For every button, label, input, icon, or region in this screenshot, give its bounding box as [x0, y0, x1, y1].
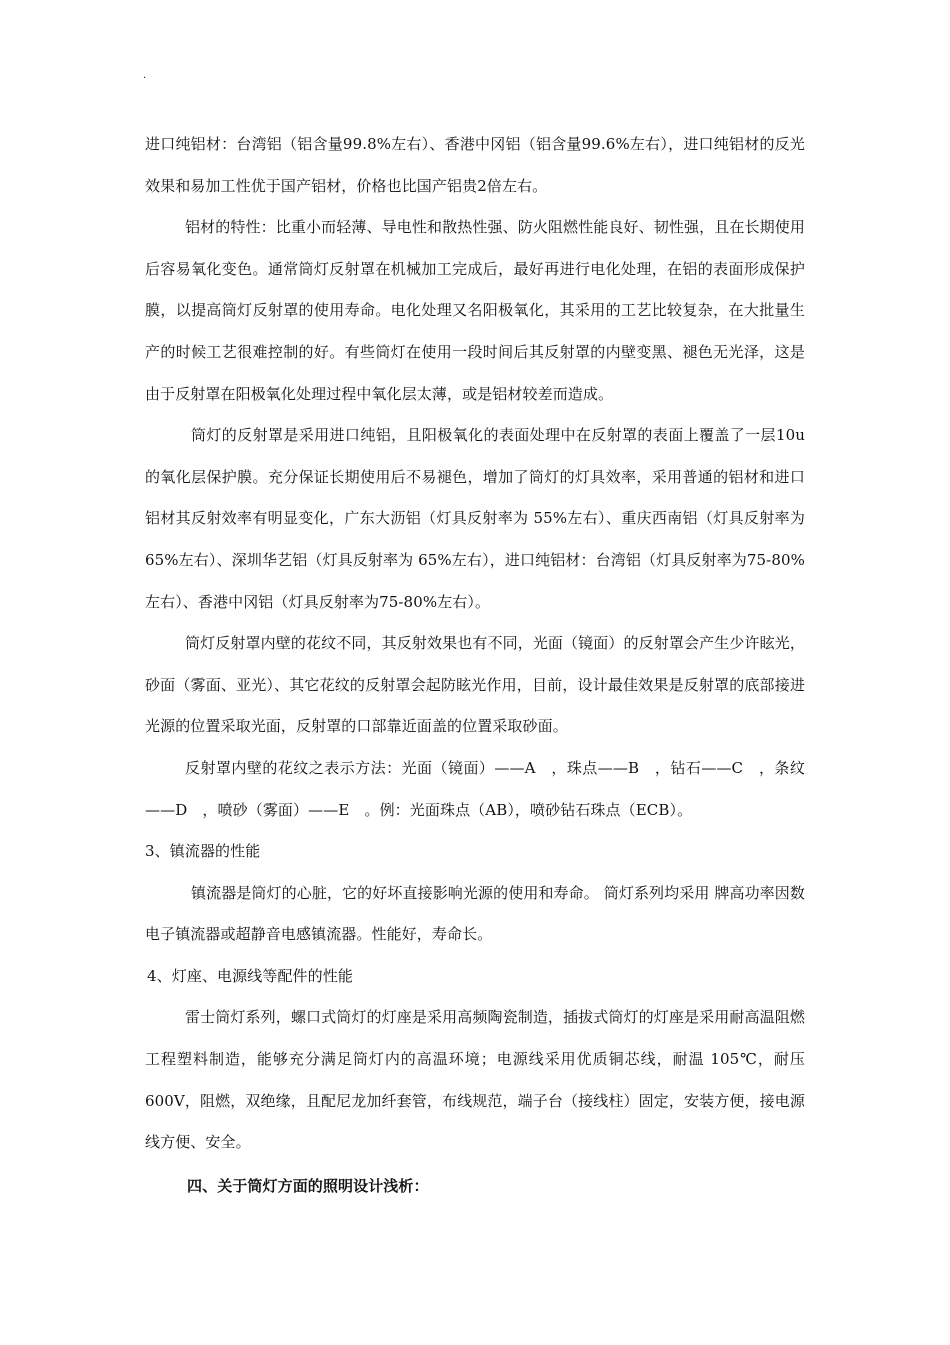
section-heading-lighting-design: 四、关于筒灯方面的照明设计浅析： — [187, 1176, 429, 1195]
paragraph-ballast: 镇流器是筒灯的心脏，它的好坏直接影响光源的使用和寿命。 筒灯系列均采用 牌高功率因数电子镇流器或超静音电感镇流器。性能好，寿命长。 — [145, 883, 805, 944]
document-body — [145, 124, 805, 1207]
heading-ballast: 3、镇流器的性能 — [145, 842, 261, 861]
paragraph-pattern-notation: 反射罩内壁的花纹之表示方法：光面（镜面）——A ，珠点——B ，钻石——C ，条纹——D ，喷砂（雾面）——E 。例：光面珠点（AB），喷砂钻石珠点（ECB）。 — [145, 758, 805, 819]
heading-lamp-holder: 4、灯座、电源线等配件的性能 — [147, 966, 353, 985]
paragraph-reflector-pattern: 筒灯反射罩内壁的花纹不同，其反射效果也有不同，光面（镜面）的反射罩会产生少许眩光，砂面（雾面、亚光）、其它花纹的反射罩会起防眩光作用，目前，设计最佳效果是反射罩的底部接进光源的位置采取光面，反射罩的口部靠近面盖的位置采取砂面。 — [145, 634, 805, 736]
paragraph-reflector-material: 筒灯的反射罩是采用进口纯铝，且阳极氧化的表面处理中在反射罩的表面上覆盖了一层10u 的氧化层保护膜。充分保证长期使用后不易褪色，增加了筒灯的灯具效率，采用普通的铝材和进口铝材其反射效率有明显变化，广东大沥铝（灯具反射率为 55%左右）、重庆西南铝（灯具反射率为 65%左右）、深圳华艺铝（灯具反射率为 65%左右），进口纯铝材：台湾铝（灯具反射率为75-80%左右）、香港中冈铝（灯具反射率为75-80%左右）。 — [145, 426, 805, 611]
paragraph-imported-aluminum: 进口纯铝材：台湾铝（铝含量99.8%左右）、香港中冈铝（铝含量99.6%左右），进口纯铝材的反光效果和易加工性优于国产铝材，价格也比国产铝贵2倍左右。 — [145, 135, 805, 195]
page-mark: . — [143, 70, 147, 81]
paragraph-lamp-holder: 雷士筒灯系列，螺口式筒灯的灯座是采用高频陶瓷制造，插拔式筒灯的灯座是采用耐高温阻燃工程塑料制造，能够充分满足筒灯内的高温环境；电源线采用优质铜芯线，耐温 105℃，耐压600V，阻燃，双绝缘，且配尼龙加纤套管，布线规范，端子台（接线柱）固定，安装方便，接电源线方便、安全。 — [145, 1008, 805, 1152]
paragraph-aluminum-properties: 铝材的特性：比重小而轻薄、导电性和散热性强、防火阻燃性能良好、韧性强，且在长期使用后容易氧化变色。通常筒灯反射罩在机械加工完成后，最好再进行电化处理，在铝的表面形成保护膜，以提高筒灯反射罩的使用寿命。电化处理又名阳极氧化，其采用的工艺比较复杂，在大批量生产的时候工艺很难控制的好。有些筒灯在使用一段时间后其反射罩的内壁变黑、褪色无光泽，这是由于反射罩在阳极氧化处理过程中氧化层太薄，或是铝材较差而造成。 — [145, 218, 805, 403]
